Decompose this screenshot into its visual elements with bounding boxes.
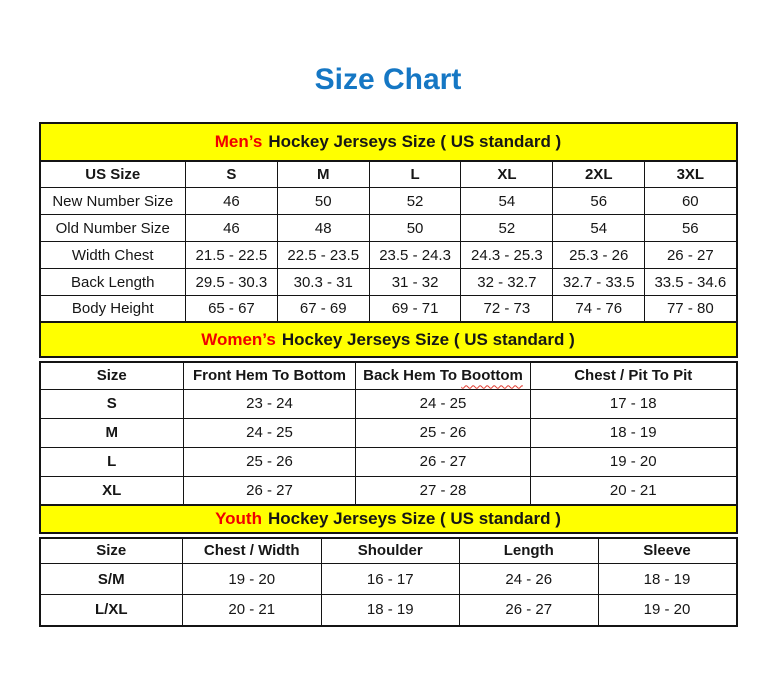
size-value: 18 - 19 [321, 595, 460, 626]
size-value: 56 [553, 188, 645, 215]
row-label: M [40, 418, 184, 447]
row-label: L/XL [40, 595, 183, 626]
mens-size-table [39, 160, 738, 324]
size-value: 31 - 32 [369, 269, 461, 296]
table-row [40, 476, 737, 505]
column-header: Sleeve [598, 538, 737, 564]
header-row [40, 538, 737, 564]
column-header: US Size [40, 161, 186, 188]
column-header: Length [460, 538, 599, 564]
size-value: 20 - 21 [183, 595, 322, 626]
size-value: 32.7 - 33.5 [553, 269, 645, 296]
header-row [40, 362, 737, 389]
size-value: 19 - 20 [531, 447, 737, 476]
column-header: Chest / Pit To Pit [531, 362, 737, 389]
size-value: 56 [645, 215, 737, 242]
size-value: 24 - 26 [460, 564, 599, 595]
column-header: 2XL [553, 161, 645, 188]
column-header: L [369, 161, 461, 188]
size-value: 30.3 - 31 [277, 269, 369, 296]
size-value: 48 [277, 215, 369, 242]
size-value: 24 - 25 [184, 418, 356, 447]
size-value: 25 - 26 [356, 418, 531, 447]
misspelled-word: Boottom [461, 367, 523, 385]
size-value: 26 - 27 [184, 476, 356, 505]
page-title: Size Chart [314, 63, 462, 96]
size-value: 22.5 - 23.5 [277, 242, 369, 269]
table-row [40, 296, 737, 323]
size-value: 50 [277, 188, 369, 215]
row-label: Old Number Size [40, 215, 186, 242]
size-value: 18 - 19 [598, 564, 737, 595]
table-row [40, 418, 737, 447]
column-header: Size [40, 362, 184, 389]
column-header: XL [461, 161, 553, 188]
size-value: 21.5 - 22.5 [186, 242, 278, 269]
row-label: S/M [40, 564, 183, 595]
section-title-highlight: Youth [215, 508, 262, 528]
table-row [40, 242, 737, 269]
size-tables-container [39, 122, 738, 627]
size-value: 33.5 - 34.6 [645, 269, 737, 296]
size-value: 60 [645, 188, 737, 215]
size-value: 46 [186, 188, 278, 215]
size-value: 54 [553, 215, 645, 242]
section-title-highlight: Men’s [214, 132, 263, 151]
section-title-text: Hockey Jerseys Size ( US standard ) [281, 329, 575, 349]
column-header: S [186, 161, 278, 188]
row-label: S [40, 389, 184, 418]
row-label: XL [40, 476, 184, 505]
section-title-text: Hockey Jerseys Size ( US standard ) [268, 132, 562, 151]
column-header: Back Hem To Boottom [356, 362, 531, 389]
table-row [40, 215, 737, 242]
size-value: 16 - 17 [321, 564, 460, 595]
row-label: L [40, 447, 184, 476]
column-header: M [277, 161, 369, 188]
row-label: Back Length [40, 269, 186, 296]
size-value: 52 [369, 188, 461, 215]
size-value: 26 - 27 [356, 447, 531, 476]
size-value: 18 - 19 [531, 418, 737, 447]
header-row [40, 161, 737, 188]
column-header: Chest / Width [183, 538, 322, 564]
size-value: 72 - 73 [461, 296, 553, 323]
column-header: 3XL [645, 161, 737, 188]
size-value: 52 [461, 215, 553, 242]
row-label: New Number Size [40, 188, 186, 215]
size-value: 24 - 25 [356, 389, 531, 418]
column-header: Size [40, 538, 183, 564]
size-value: 69 - 71 [369, 296, 461, 323]
row-label: Width Chest [40, 242, 186, 269]
size-value: 29.5 - 30.3 [186, 269, 278, 296]
size-value: 67 - 69 [277, 296, 369, 323]
section-title-youth [39, 504, 738, 534]
size-value: 50 [369, 215, 461, 242]
table-row [40, 447, 737, 476]
womens-size-table [39, 361, 738, 506]
size-value: 25 - 26 [184, 447, 356, 476]
size-value: 46 [186, 215, 278, 242]
section-title-womens [39, 321, 738, 358]
row-label: Body Height [40, 296, 186, 323]
size-value: 25.3 - 26 [553, 242, 645, 269]
column-header: Front Hem To Bottom [184, 362, 356, 389]
size-value: 26 - 27 [645, 242, 737, 269]
size-value: 74 - 76 [553, 296, 645, 323]
size-value: 27 - 28 [356, 476, 531, 505]
size-value: 26 - 27 [460, 595, 599, 626]
size-value: 19 - 20 [598, 595, 737, 626]
table-row [40, 595, 737, 626]
size-value: 19 - 20 [183, 564, 322, 595]
size-value: 77 - 80 [645, 296, 737, 323]
section-title-highlight: Women’s [201, 329, 276, 349]
table-row [40, 188, 737, 215]
size-value: 20 - 21 [531, 476, 737, 505]
youth-size-table [39, 537, 738, 627]
size-value: 17 - 18 [531, 389, 737, 418]
size-value: 23 - 24 [184, 389, 356, 418]
table-row [40, 564, 737, 595]
table-row [40, 269, 737, 296]
column-header: Shoulder [321, 538, 460, 564]
size-value: 23.5 - 24.3 [369, 242, 461, 269]
section-title-text: Hockey Jerseys Size ( US standard ) [267, 508, 561, 528]
size-value: 65 - 67 [186, 296, 278, 323]
section-title-mens [39, 122, 738, 162]
size-value: 32 - 32.7 [461, 269, 553, 296]
size-value: 54 [461, 188, 553, 215]
table-row [40, 389, 737, 418]
size-value: 24.3 - 25.3 [461, 242, 553, 269]
